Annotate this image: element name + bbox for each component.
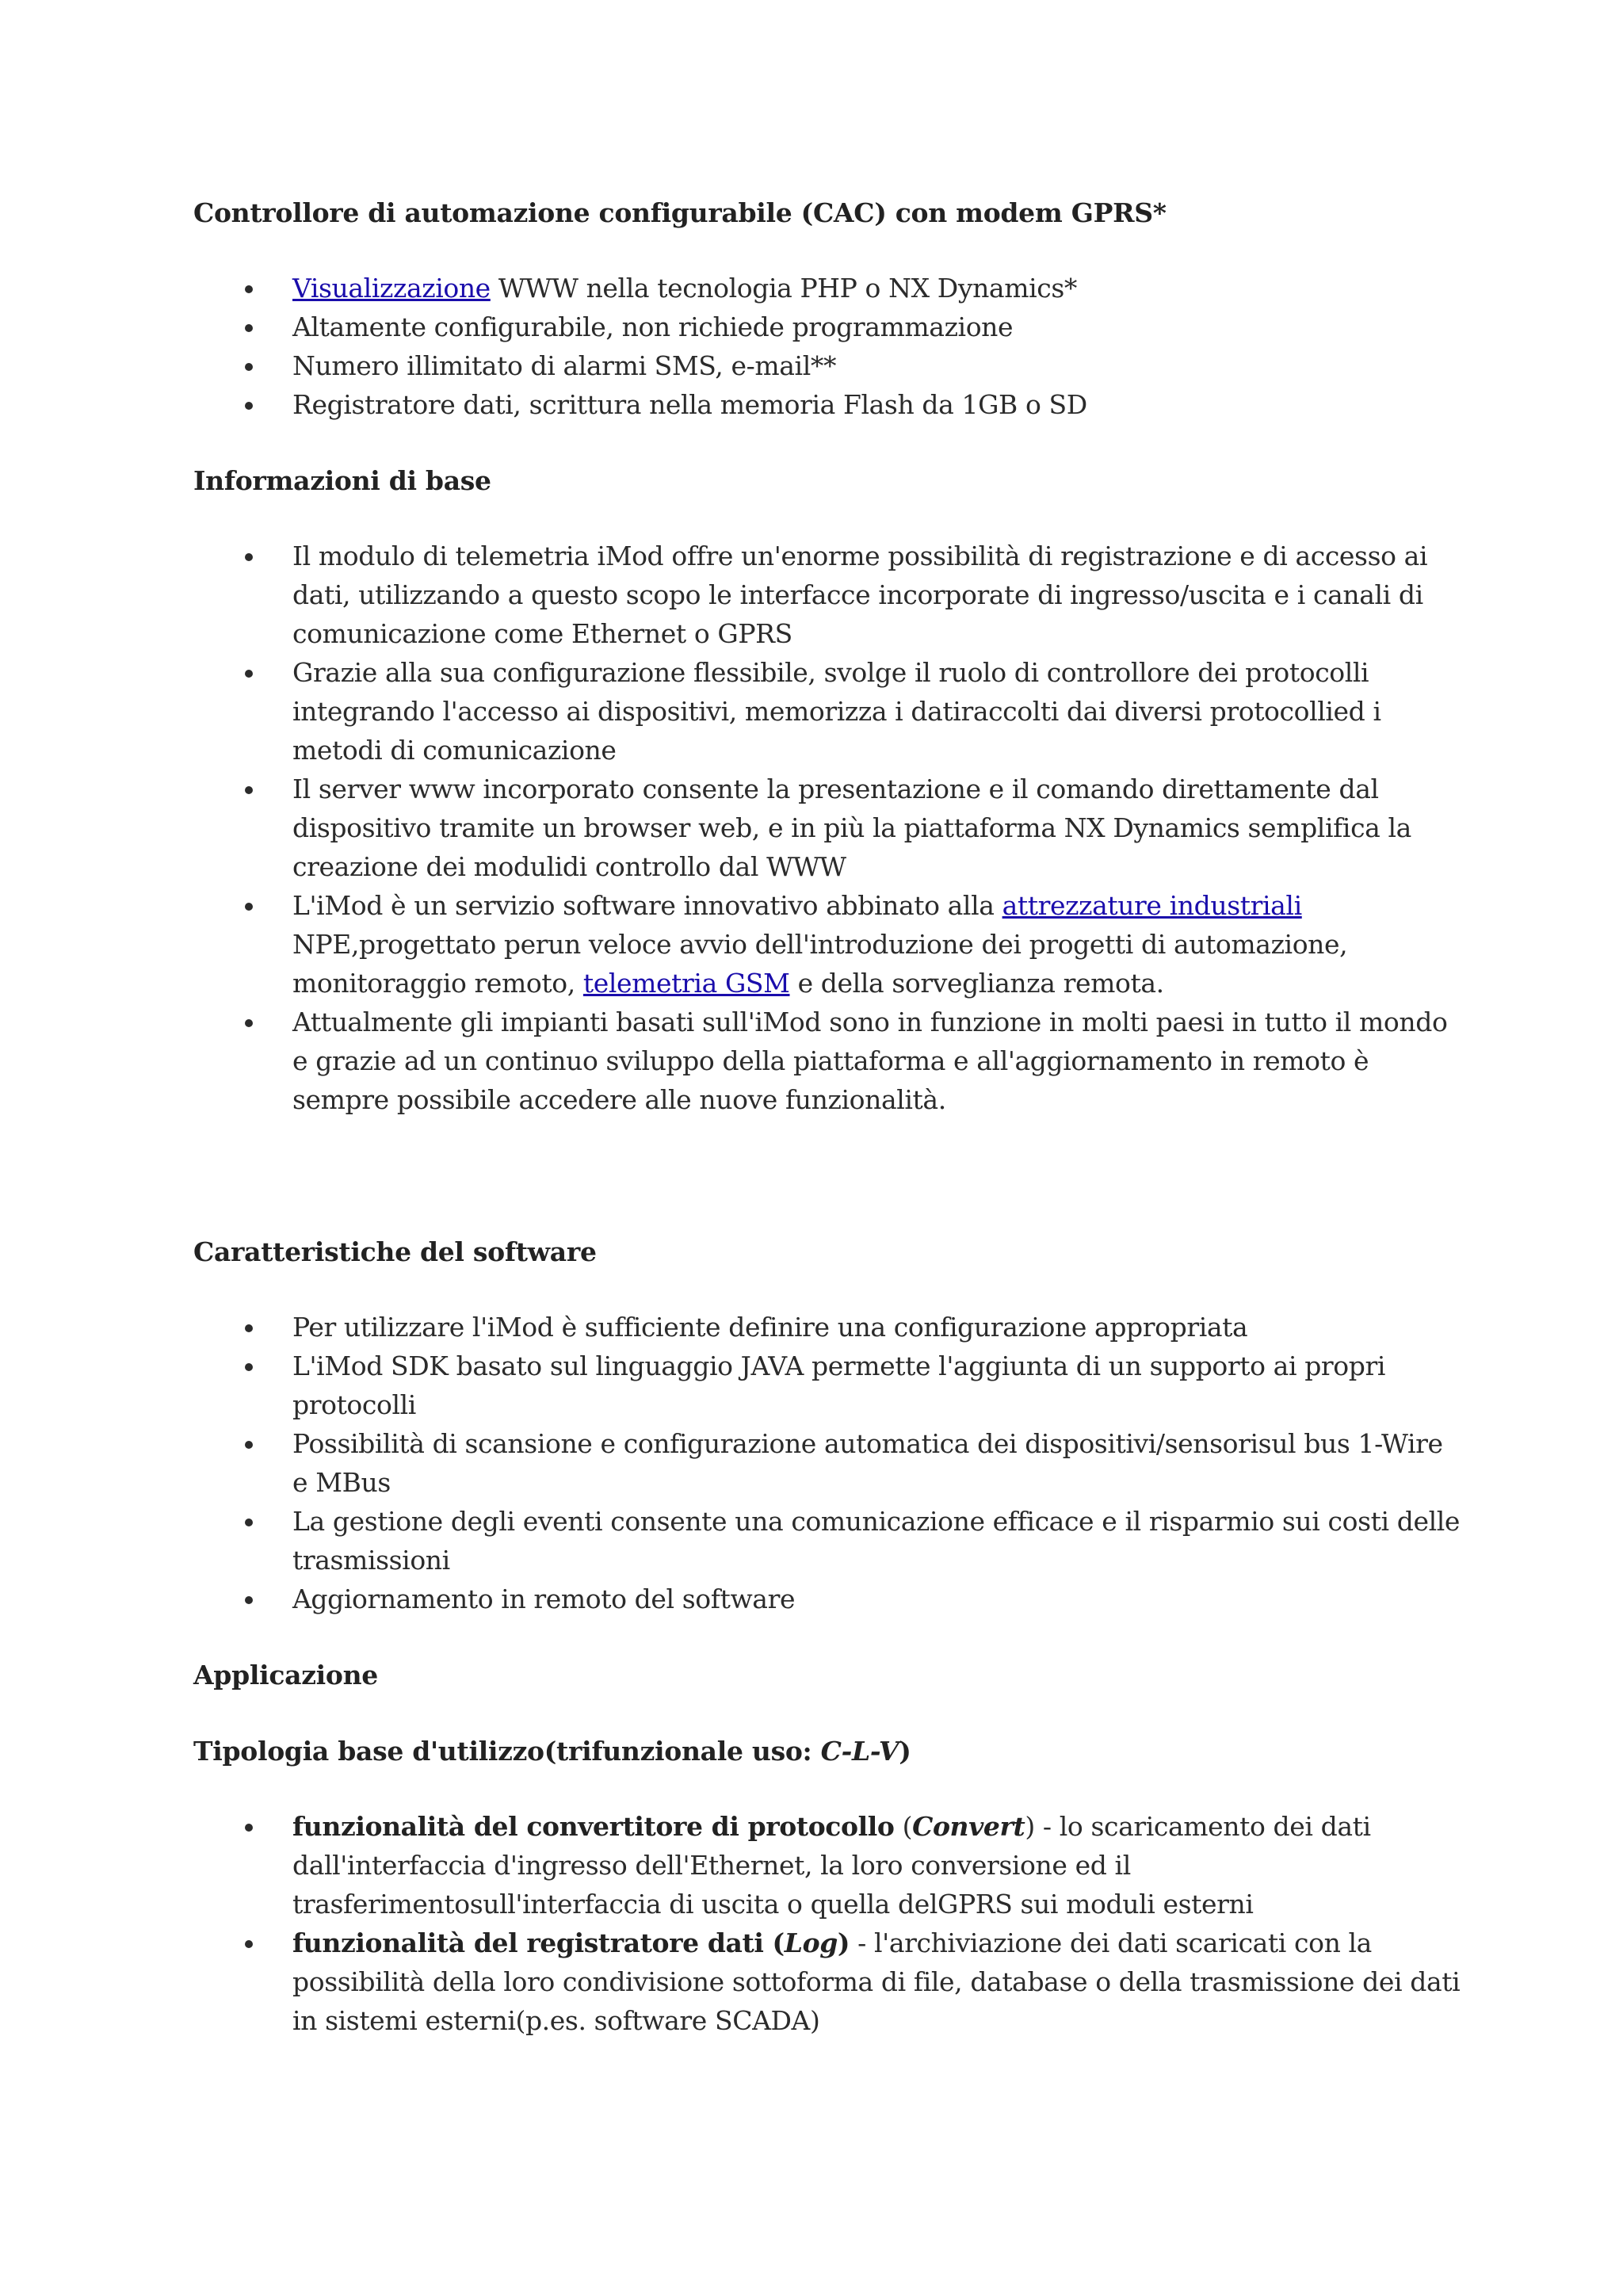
list-item: La gestione degli eventi consente una comunicazione efficace e il risparmio sui costi delle trasmissioni: [193, 1502, 1461, 1580]
bullet-icon: [245, 1940, 253, 1948]
list-item: Grazie alla sua configurazione flessibile, svolge il ruolo di controllore dei protocolli integrando l'accesso ai dispositivi, memorizza i datiraccolti dai diversi protocollied i metodi di comunicazione: [193, 653, 1461, 770]
bullet-icon: [245, 786, 253, 794]
basic-info-heading: Informazioni di base: [193, 465, 491, 496]
list-item: funzionalità del registratore dati (Log) - l'archiviazione dei dati scaricati con la possibilità della loro condivisione sottoforma di file, database o della trasmissione dei dati in sistemi esterni(p.es. software SCADA): [193, 1924, 1461, 2040]
list-item: funzionalità del convertitore di protocollo (Convert) - lo scaricamento dei dati dall'interfaccia d'ingresso dell'Ethernet, la loro conversione ed il trasferimentosull'interfaccia di uscita o quella delGPRS sui moduli esterni: [193, 1807, 1461, 1924]
list-item: Registratore dati, scrittura nella memoria Flash da 1GB o SD: [193, 385, 1461, 424]
usage-subheading: Tipologia base d'utilizzo(trifunzionale uso: C-L-V): [193, 1736, 911, 1767]
list-item: L'iMod è un servizio software innovativo abbinato alla attrezzature industriali NPE,progettato perun veloce avvio dell'introduzione dei progetti di automazione, monitoraggio remoto, telemetria GSM e della sorveglianza remota.: [193, 886, 1461, 1003]
list-item: Il modulo di telemetria iMod offre un'enorme possibilità di registrazione e di accesso ai dati, utilizzando a questo scopo le interfacce incorporate di ingresso/uscita e i canali di comunicazione come Ethernet o GPRS: [193, 537, 1461, 653]
bullet-icon: [245, 1363, 253, 1371]
bullet-icon: [245, 1596, 253, 1604]
list-item: Per utilizzare l'iMod è sufficiente definire una configurazione appropriata: [193, 1308, 1461, 1347]
bullet-icon: [245, 285, 253, 293]
bullet-icon: [245, 670, 253, 678]
list-item: Numero illimitato di alarmi SMS, e-mail**: [193, 346, 1461, 385]
basic-info-list: [193, 537, 1461, 1119]
list-item: Aggiornamento in remoto del software: [193, 1580, 1461, 1618]
bullet-icon: [245, 903, 253, 911]
bullet-icon: [245, 553, 253, 561]
list-item: Il server www incorporato consente la presentazione e il comando direttamente dal dispositivo tramite un browser web, e in più la piattaforma NX Dynamics semplifica la creazione dei modulidi controllo dal WWW: [193, 770, 1461, 886]
visualizzazione-link[interactable]: Visualizzazione: [292, 273, 491, 304]
list-item: L'iMod SDK basato sul linguaggio JAVA permette l'aggiunta di un supporto ai propri protocolli: [193, 1347, 1461, 1424]
software-list: [193, 1308, 1461, 1618]
features-list: [193, 269, 1461, 424]
bullet-icon: [245, 1519, 253, 1526]
bullet-icon: [245, 402, 253, 410]
list-item: Attualmente gli impianti basati sull'iMod sono in funzione in molti paesi in tutto il mondo e grazie ad un continuo sviluppo della piattaforma e all'aggiornamento in remoto è sempre possibile accedere alle nuove funzionalità.: [193, 1003, 1461, 1119]
bullet-icon: [245, 363, 253, 371]
bullet-icon: [245, 324, 253, 332]
attrezzature-industriali-link[interactable]: attrezzature industriali: [1002, 890, 1302, 921]
application-heading: Applicazione: [193, 1660, 378, 1690]
list-item: Possibilità di scansione e configurazione automatica dei dispositivi/sensorisul bus 1-Wire e MBus: [193, 1424, 1461, 1502]
telemetria-gsm-link[interactable]: telemetria GSM: [582, 968, 790, 999]
main-title: Controllore di automazione configurabile (CAC) con modem GPRS*: [193, 197, 1167, 228]
bullet-icon: [245, 1324, 253, 1332]
application-list: [193, 1807, 1461, 2040]
software-heading: Caratteristiche del software: [193, 1236, 597, 1267]
list-item: Altamente configurabile, non richiede programmazione: [193, 308, 1461, 346]
list-item: Visualizzazione WWW nella tecnologia PHP o NX Dynamics*: [193, 269, 1461, 308]
bullet-icon: [245, 1824, 253, 1832]
bullet-icon: [245, 1019, 253, 1027]
bullet-icon: [245, 1441, 253, 1449]
document-page: [193, 194, 1461, 2040]
